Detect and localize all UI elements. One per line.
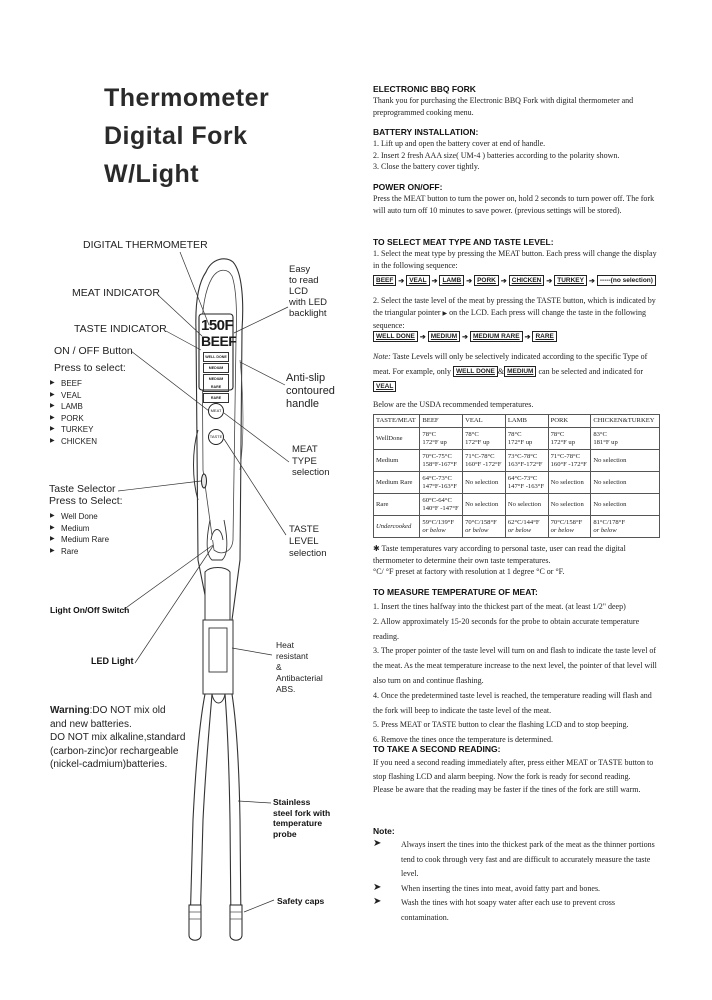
- lcd-taste-levels: [203, 352, 229, 403]
- heat-resistant-line-5: ABS.: [276, 684, 296, 694]
- usda-cell-line: 60°C-64°C: [422, 496, 452, 504]
- select-step-1: 1. Select the meat type by pressing the MEAT button. Each press will change the display in the following sequence:: [373, 249, 657, 270]
- seq-medium-rare: MEDIUM RARE: [470, 331, 523, 342]
- usda-cell-line: No selection: [550, 478, 584, 486]
- usda-cell: [505, 450, 548, 472]
- battery-step-1: 1. Lift up and open the battery cover at end of handle.: [373, 139, 546, 148]
- measure-step-2: 2. Allow approximately 15-20 seconds for the probe to obtain accurate temperature reading.: [373, 616, 640, 641]
- intro-text: Thank you for purchasing the Electronic BBQ Fork with digital thermometer and preprogrammed cooking menu.: [373, 96, 634, 117]
- warning-label: Warning: [50, 705, 90, 716]
- usda-cell-line: 83°C: [593, 430, 607, 438]
- usda-cell: [591, 472, 660, 494]
- usda-cell-line: 172°F up: [465, 438, 490, 446]
- label-stainless: [273, 797, 330, 839]
- warning-line-2: and new batteries.: [50, 718, 132, 730]
- lcd-temperature: 150F: [201, 317, 234, 334]
- usda-cell: [505, 472, 548, 494]
- label-safety-caps: Safety caps: [277, 896, 325, 906]
- usda-cell-line: 64°C-73°C: [507, 474, 538, 482]
- usda-cell-line: or below: [422, 526, 446, 534]
- note-medium: MEDIUM: [504, 366, 536, 377]
- usda-row-label: WellDone: [374, 428, 420, 450]
- heat-resistant-line-2: resistant: [276, 651, 309, 661]
- usda-cell: [548, 494, 591, 516]
- stainless-line-1: Stainless: [273, 797, 311, 807]
- lcd-level-well-done: WELL DONE: [203, 352, 229, 362]
- usda-header-taste: TASTE/MEAT: [374, 415, 420, 428]
- battery-step-3: 3. Close the battery cover tightly.: [373, 162, 480, 172]
- heat-resistant-line-3: &: [276, 662, 282, 672]
- label-taste-level: [289, 524, 327, 560]
- lcd-level-medium-rare: MEDIUM RARE: [203, 374, 229, 393]
- seq-medium: MEDIUM: [428, 331, 460, 342]
- usda-cell: [420, 516, 463, 538]
- usda-cell-line: 172°F up: [422, 438, 447, 446]
- usda-cell: [591, 428, 660, 450]
- taste-level-line-3: selection: [289, 548, 327, 559]
- usda-cell: [591, 494, 660, 516]
- taste-item-well-done: ▶ Well Done: [50, 511, 109, 523]
- usda-cell-line: No selection: [507, 500, 542, 508]
- easy-read-line-3: LCD: [289, 286, 309, 297]
- stainless-line-2: steel fork with: [273, 807, 331, 818]
- meat-item-chicken: ▶ CHICKEN: [50, 436, 97, 448]
- taste-sequence: WELL DONE ➔ MEDIUM ➔ MEDIUM RARE ➔ RARE: [373, 331, 557, 342]
- usda-row-label: Undercooked: [374, 516, 420, 538]
- anti-slip-line-3: handle: [286, 398, 320, 410]
- meat-sequence: BEEF ➔ VEAL ➔ LAMB ➔ PORK ➔ CHICKEN ➔ TURKEY ➔ -----(no selection): [373, 275, 656, 286]
- usda-footnote-1: ✱ Taste temperatures vary according to personal taste, user can read the digital thermometer to determine their own taste temperatures.: [373, 544, 626, 565]
- title-line-3: W/Light: [104, 160, 200, 188]
- seq-well-done: WELL DONE: [373, 331, 418, 342]
- taste-button[interactable]: TASTE: [209, 434, 223, 439]
- usda-cell-line: No selection: [550, 500, 584, 508]
- battery-step-2: 2. Insert 2 fresh AAA size( UM-4 ) batteries according to the polarity shown.: [373, 150, 620, 160]
- seq-lamb: LAMB: [439, 275, 464, 286]
- usda-row-label: Medium Rare: [374, 472, 420, 494]
- usda-cell-line: 62°C/144°F: [507, 518, 540, 526]
- usda-row-label: Medium: [374, 450, 420, 472]
- pointer-icon: ▶: [442, 310, 448, 317]
- usda-cell: [420, 472, 463, 494]
- select-step-2b: on the LCD. Each press will change the taste in the following sequence:: [373, 307, 646, 331]
- select-step-2: [373, 295, 663, 332]
- measure-step-3: 3. The proper pointer of the taste level will turn on and flash to indicate the taste level of the meat. As the meat temperature increase to the next level, the pointer of that level will also turn on and continue flashing.: [373, 646, 657, 685]
- usda-cell-line: 147°F -163°F: [507, 482, 545, 490]
- usda-cell-line: 71°C-78°C: [550, 452, 581, 460]
- note-item-1-text: Always insert the tines into the thickest park of the meat as the thinner portions tend to cook through very fast and are difficult to accurately measure the taste level.: [401, 840, 655, 879]
- warning-line-1: :DO NOT mix old: [89, 705, 166, 716]
- usda-cell-line: 70°C/158°F: [465, 518, 497, 526]
- seq-turkey: TURKEY: [554, 275, 587, 286]
- note-item-1: [373, 838, 663, 882]
- usda-cell-line: 181°F up: [593, 438, 618, 446]
- usda-cell-line: No selection: [465, 500, 499, 508]
- title-line-2: Digital Fork: [104, 122, 248, 150]
- usda-cell: [420, 494, 463, 516]
- warning-line-3: DO NOT mix alkaline,standard: [50, 732, 186, 743]
- meat-item-veal: ▶ VEAL: [50, 390, 97, 402]
- power-heading: POWER ON/OFF:: [373, 182, 443, 192]
- taste-item-medium-rare: ▶ Medium Rare: [50, 534, 109, 546]
- taste-level-line-2: LEVEL: [289, 536, 319, 547]
- label-led-light: LED Light: [91, 656, 134, 666]
- usda-cell: [505, 428, 548, 450]
- note-well-done: WELL DONE: [453, 366, 498, 377]
- usda-cell-line: or below: [593, 526, 617, 534]
- label-light-switch: Light On/Off Switch: [50, 605, 130, 615]
- easy-read-line-4: with LED: [289, 297, 328, 308]
- usda-header-lamb: LAMB: [505, 415, 548, 428]
- easy-read-line-2: to read: [289, 275, 319, 286]
- meat-button[interactable]: MEAT: [210, 408, 222, 413]
- measure-step-6: 6. Remove the tines once the temperature is determined.: [373, 735, 553, 745]
- note-heading: Note:: [373, 826, 395, 836]
- usda-header-row: [374, 415, 660, 428]
- usda-footnote-2: °C/ °F preset at factory with resolution at 1 degree °C or °F.: [373, 567, 565, 576]
- usda-cell-line: 71°C-78°C: [465, 452, 495, 460]
- usda-header-veal: VEAL: [463, 415, 506, 428]
- seq-veal: VEAL: [406, 275, 429, 286]
- select-heading: TO SELECT MEAT TYPE AND TASTE LEVEL:: [373, 237, 554, 247]
- note-amp: &: [497, 366, 505, 376]
- usda-cell-line: 158°F-167°F: [422, 460, 457, 468]
- taste-item-medium: ▶ Medium: [50, 523, 109, 535]
- usda-row: [374, 516, 660, 538]
- label-digital-thermometer: DIGITAL THERMOMETER: [83, 239, 208, 251]
- arrow-bullet-icon: ➤: [373, 881, 382, 893]
- usda-cell-line: or below: [507, 526, 532, 534]
- select-note-label: Note:: [373, 352, 391, 361]
- usda-cell-line: 160°F -172°F: [550, 460, 587, 468]
- second-text: [373, 756, 663, 797]
- usda-row: [374, 472, 660, 494]
- usda-cell-line: 140°F -147°F: [422, 504, 459, 512]
- note-item-2: [373, 882, 663, 897]
- seq-no-selection: -----(no selection): [597, 275, 656, 286]
- battery-heading: BATTERY INSTALLATION:: [373, 127, 479, 137]
- label-taste-selector: [49, 483, 123, 507]
- seq-chicken: CHICKEN: [509, 275, 545, 286]
- anti-slip-line-1: Anti-slip: [286, 372, 326, 384]
- usda-cell-line: 163°F-172°F: [507, 460, 543, 468]
- usda-cell-line: No selection: [593, 456, 627, 464]
- usda-cell: [420, 450, 463, 472]
- seq-pork: PORK: [474, 275, 499, 286]
- select-step-2a: 2. Select the taste level of the meat by pressing the TASTE button, which is indicated by the triangular pointer: [373, 296, 656, 317]
- taste-selector-line-1: Taste Selector: [49, 483, 116, 495]
- label-easy-read: [289, 264, 327, 319]
- lcd-level-rare: RARE: [203, 393, 229, 403]
- measure-step-4: 4. Once the predetermined taste level is reached, the temperature reading will flash and the fork will beep to indicate the taste level of the meat.: [373, 690, 652, 715]
- usda-cell: [463, 450, 506, 472]
- stainless-line-4: probe: [273, 828, 297, 839]
- measure-steps: [373, 600, 663, 748]
- seq-beef: BEEF: [373, 275, 396, 286]
- meat-type-line-3: selection: [292, 467, 330, 478]
- warning-line-5: (nickel-cadmium)batteries.: [50, 759, 168, 770]
- meat-type-line-2: TYPE: [292, 455, 317, 467]
- usda-cell: [591, 450, 660, 472]
- note-item-3: [373, 896, 663, 925]
- usda-cell: [548, 516, 591, 538]
- meat-type-line-1: MEAT: [292, 444, 318, 455]
- usda-cell-line: or below: [550, 526, 574, 534]
- usda-cell: [463, 494, 506, 516]
- lcd-meat: BEEF: [201, 333, 237, 349]
- meat-item-lamb: ▶ LAMB: [50, 401, 97, 413]
- usda-header-pork: PORK: [548, 415, 591, 428]
- easy-read-line-1: Easy: [289, 264, 311, 275]
- usda-header-chicken-turkey: CHICKEN&TURKEY: [591, 415, 660, 428]
- usda-cell-line: 78°C: [507, 430, 522, 438]
- measure-step-1: 1. Insert the tines halfway into the thickest part of the meat. (at least 1/2" deep): [373, 602, 626, 611]
- heat-resistant-line-4: Antibacterial: [276, 673, 323, 683]
- usda-intro: Below are the USDA recommended temperatures.: [373, 400, 534, 409]
- usda-cell: [463, 516, 506, 538]
- usda-cell-line: 73°C-78°C: [507, 452, 538, 460]
- label-press-to-select: Press to select:: [54, 362, 126, 374]
- anti-slip-line-2: contoured: [286, 385, 335, 397]
- meat-item-turkey: ▶ TURKEY: [50, 424, 97, 436]
- taste-level-line-1: TASTE: [289, 524, 319, 535]
- usda-cell-line: No selection: [465, 478, 499, 486]
- taste-item-rare: ▶ Rare: [50, 546, 109, 558]
- label-heat-resistant: [276, 640, 323, 695]
- second-heading: TO TAKE A SECOND READING:: [373, 744, 501, 754]
- second-text-2: Please be aware that the reading may be faster if the tines of the fork are still warm.: [373, 785, 641, 795]
- measure-heading: TO MEASURE TEMPERATURE OF MEAT:: [373, 587, 538, 597]
- usda-cell-line: 172°F up: [507, 438, 533, 446]
- usda-cell-line: 172°F up: [550, 438, 576, 446]
- usda-cell-line: No selection: [593, 478, 627, 486]
- usda-cell-line: 160°F -172°F: [465, 460, 502, 468]
- usda-cell-line: 81°C/178°F: [593, 518, 625, 526]
- usda-body: [374, 428, 660, 538]
- label-on-off: ON / OFF Button: [54, 345, 133, 357]
- easy-read-line-5: backlight: [289, 308, 327, 319]
- meat-list: [50, 378, 97, 448]
- taste-selector-line-2: Press to Select:: [49, 495, 123, 507]
- power-text: Press the MEAT button to turn the power on, hold 2 seconds to turn power off. The fork will auto turn off 10 minutes to save power. (previous settings will be stored).: [373, 194, 655, 215]
- usda-row-label: Rare: [374, 494, 420, 516]
- select-note: [373, 350, 663, 394]
- label-meat-type: [292, 444, 330, 479]
- heat-resistant-line-1: Heat: [276, 640, 294, 650]
- meat-item-beef: ▶ BEEF: [50, 378, 97, 390]
- usda-cell: [548, 428, 591, 450]
- usda-row: [374, 494, 660, 516]
- usda-cell: [505, 494, 548, 516]
- usda-cell-line: 147°F-163°F: [422, 482, 457, 490]
- label-taste-indicator: TASTE INDICATOR: [74, 323, 167, 335]
- select-note-b: can be selected and indicated for: [538, 366, 644, 376]
- usda-cell-line: 78°C: [465, 430, 479, 438]
- usda-cell: [463, 472, 506, 494]
- taste-list: [50, 511, 109, 557]
- lcd-level-medium: MEDIUM: [203, 363, 229, 373]
- label-anti-slip: [286, 372, 335, 411]
- usda-cell-line: 70°C-75°C: [422, 452, 452, 460]
- title-line-1: Thermometer: [104, 84, 270, 112]
- usda-header-beef: BEEF: [420, 415, 463, 428]
- usda-cell: [548, 450, 591, 472]
- usda-table: [373, 414, 660, 538]
- select-note-a: Taste Levels will only be selectively indicated according to the specific Type of meat. For example, only: [373, 352, 648, 376]
- usda-cell-line: 78°C: [422, 430, 437, 438]
- usda-cell: [463, 428, 506, 450]
- battery-steps: [373, 138, 663, 173]
- usda-cell: [420, 428, 463, 450]
- arrow-bullet-icon: ➤: [373, 896, 382, 908]
- usda-cell-line: No selection: [593, 500, 627, 508]
- usda-cell-line: 78°C: [550, 430, 565, 438]
- usda-cell-line: 70°C/158°F: [550, 518, 583, 526]
- note-items: [373, 838, 663, 926]
- warning-line-4: (carbon-zinc)or rechargeable: [50, 745, 179, 757]
- usda-cell: [591, 516, 660, 538]
- label-meat-indicator: MEAT INDICATOR: [72, 287, 160, 299]
- arrow-bullet-icon: ➤: [373, 838, 382, 849]
- usda-cell: [548, 472, 591, 494]
- second-text-1: If you need a second reading immediately after, press either MEAT or TASTE button to stop flashing LCD and alarm beeping. Now the fork is ready for second reading.: [373, 758, 654, 781]
- usda-cell-line: 59°C/139°F: [422, 518, 455, 526]
- note-item-3-text: Wash the tines with hot soapy water after each use to prevent cross contamination.: [401, 898, 615, 922]
- note-veal: VEAL: [373, 381, 396, 392]
- usda-row: [374, 428, 660, 450]
- warning-block: [50, 704, 185, 772]
- stainless-line-3: temperature: [273, 818, 323, 828]
- seq-rare: RARE: [532, 331, 556, 342]
- intro-heading: ELECTRONIC BBQ FORK: [373, 84, 476, 94]
- usda-row: [374, 450, 660, 472]
- usda-cell: [505, 516, 548, 538]
- measure-step-5: 5. Press MEAT or TASTE button to clear the flashing LCD and to stop beeping.: [373, 720, 629, 730]
- note-item-2-text: When inserting the tines into meat, avoid fatty part and bones.: [401, 883, 601, 893]
- usda-cell-line: or below: [465, 526, 489, 534]
- meat-item-pork: ▶ PORK: [50, 413, 97, 425]
- usda-cell-line: 64°C-73°C: [422, 474, 452, 482]
